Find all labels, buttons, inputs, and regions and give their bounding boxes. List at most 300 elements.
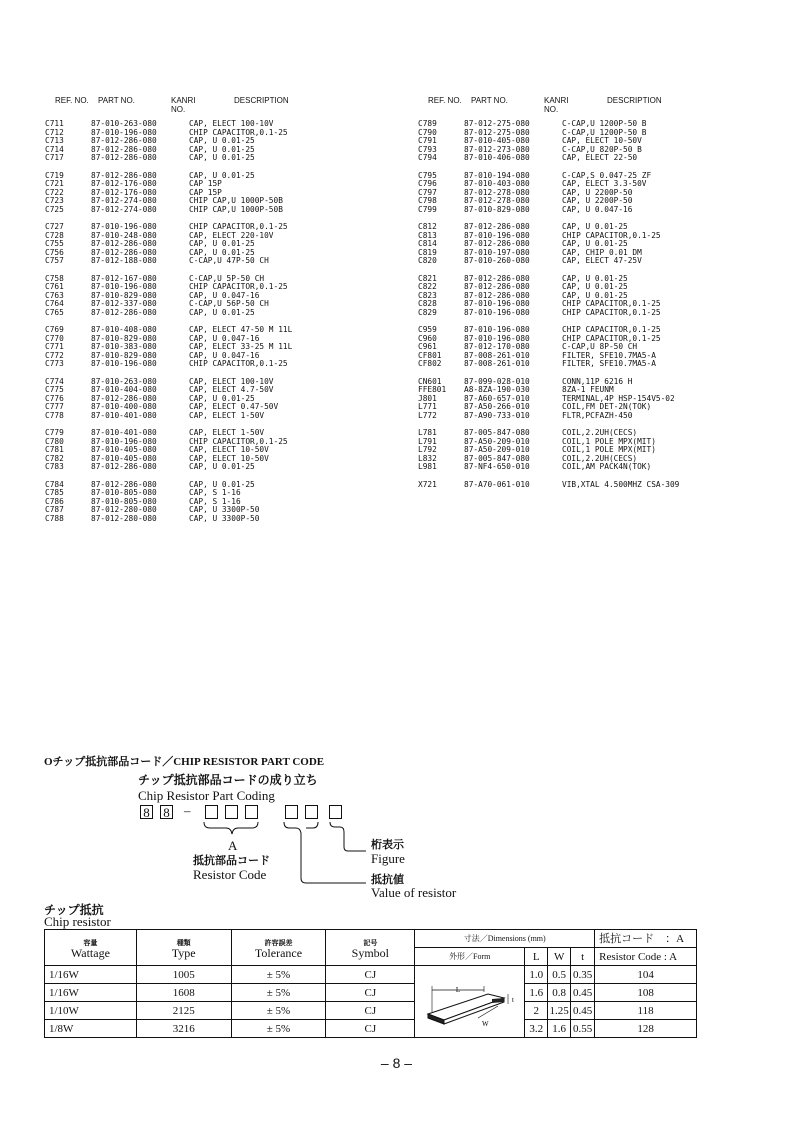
description: CHIP CAPACITOR,0.1-25 <box>189 282 288 291</box>
part-no: 87-005-847-080 <box>464 428 530 437</box>
description: CHIP CAP,U 1000P-50B <box>189 204 283 214</box>
part-no: 87-010-408-080 <box>91 325 157 334</box>
ref-no: X721 <box>418 479 437 489</box>
header-description: DESCRIPTION <box>607 96 662 105</box>
ref-no: C712 <box>45 127 64 137</box>
part-no: 87-010-829-080 <box>91 333 157 343</box>
part-no: A8-8ZA-190-030 <box>464 385 530 394</box>
ref-no: CN601 <box>418 376 442 386</box>
description: CHIP CAPACITOR,0.1-25 <box>562 333 661 343</box>
part-no: 87-A60-657-010 <box>464 393 530 403</box>
description: CAP 15P <box>189 179 222 188</box>
ref-no: C728 <box>45 230 64 240</box>
coding-title-jp: チップ抵抗部品コードの成り立ち <box>138 773 318 787</box>
cell-tolerance: ± 5% <box>231 984 326 1002</box>
part-no: 87-012-278-080 <box>464 196 530 205</box>
cell-code: 108 <box>595 984 697 1002</box>
part-no: 87-010-197-080 <box>464 247 530 257</box>
chip-resistor-label-jp: チップ抵抗 <box>44 903 104 917</box>
header-form: 外形／Form <box>415 948 525 966</box>
cell-type: 1005 <box>136 966 231 984</box>
chip-resistor-section-title: Oチップ抵抗部品コード／CHIP RESISTOR PART CODE <box>44 756 325 768</box>
cell-symbol: CJ <box>326 966 415 984</box>
description: CAP 15P <box>189 187 222 197</box>
part-no: 87-012-275-080 <box>464 127 530 137</box>
chip-resistor-label-en: Chip resistor <box>44 914 111 929</box>
cell-tolerance: ± 5% <box>231 1020 326 1038</box>
part-no: 87-010-196-080 <box>464 333 530 343</box>
part-no: 87-010-401-080 <box>91 428 157 437</box>
part-no: 87-099-028-010 <box>464 376 530 386</box>
ref-no: C798 <box>418 196 437 205</box>
part-no: 87-012-337-080 <box>91 299 157 308</box>
ref-no: L772 <box>418 410 437 420</box>
cell-type: 2125 <box>136 1002 231 1020</box>
part-no: 87-010-805-080 <box>91 488 157 497</box>
header-l: L <box>525 948 548 966</box>
cell-w: 0.5 <box>548 966 571 984</box>
description: CAP, ELECT 100-10V <box>189 119 274 128</box>
ref-no: C764 <box>45 299 64 308</box>
chip-shape-drawing <box>418 968 522 1032</box>
ref-no: C959 <box>418 325 437 334</box>
description: CAP, ELECT 10-50V <box>189 453 269 463</box>
header-kanri-no: KANRI NO. <box>171 96 196 114</box>
description: CAP, U 0.01-25 <box>189 136 255 145</box>
coding-title-en: Chip Resistor Part Coding <box>138 788 275 803</box>
description: CHIP CAPACITOR,0.1-25 <box>189 436 288 446</box>
cell-l: 3.2 <box>525 1020 548 1038</box>
ref-no: C781 <box>45 445 64 454</box>
part-no: 87-A70-061-010 <box>464 479 530 489</box>
ref-no: C713 <box>45 136 64 145</box>
value-label-jp: 抵抗値 <box>371 874 404 886</box>
ref-no: L832 <box>418 453 437 463</box>
header-code-en: Resistor Code : A <box>595 948 697 966</box>
description: CAP, ELECT 1-50V <box>189 410 265 420</box>
description: CONN,11P 6216 H <box>562 376 633 386</box>
description: COIL,1 POLE MPX(MIT) <box>562 445 656 454</box>
part-no: 87-012-286-080 <box>91 479 157 489</box>
header-part-no: PART NO. <box>98 96 135 105</box>
description: CAP, ELECT 22-50 <box>562 153 638 162</box>
part-no: 87-010-383-080 <box>91 342 157 351</box>
description: CAP, S 1-16 <box>189 496 241 506</box>
cell-w: 0.8 <box>548 984 571 1002</box>
part-no: 87-010-263-080 <box>91 376 157 386</box>
description: CAP, ELECT 220-10V <box>189 230 274 240</box>
part-no: 87-010-404-080 <box>91 385 157 394</box>
part-no: 87-012-286-080 <box>91 307 157 317</box>
description: VIB,XTAL 4.500MHZ CSA-309 <box>562 479 680 489</box>
cell-symbol: CJ <box>326 1002 415 1020</box>
part-no: 87-010-194-080 <box>464 170 530 180</box>
description: CAP, U 0.01-25 <box>562 273 628 283</box>
ref-no: C719 <box>45 170 64 180</box>
ref-no: C721 <box>45 179 64 188</box>
part-no: 87-012-286-080 <box>91 153 157 162</box>
header-t: t <box>571 948 595 966</box>
part-no: 87-012-273-080 <box>464 144 530 154</box>
description: CAP, U 0.01-25 <box>189 144 255 154</box>
ref-no: C725 <box>45 204 64 214</box>
header-type: 種類 Type <box>136 930 231 966</box>
ref-no: CF801 <box>418 350 442 360</box>
description: CAP, U 0.01-25 <box>562 239 628 248</box>
description: CAP, ELECT 47-50 M 11L <box>189 325 293 334</box>
ref-no: C799 <box>418 204 437 214</box>
description: COIL,1 POLE MPX(MIT) <box>562 436 656 446</box>
description: CAP, U 3300P-50 <box>189 513 260 523</box>
description: CHIP CAPACITOR,0.1-25 <box>562 325 661 334</box>
ref-no: C723 <box>45 196 64 205</box>
part-no: 87-010-401-080 <box>91 410 157 420</box>
part-no: 87-NF4-650-010 <box>464 462 530 471</box>
ref-no: C756 <box>45 247 64 257</box>
header-kanri-no: KANRI NO. <box>544 96 569 114</box>
part-no: 87-012-170-080 <box>464 342 530 351</box>
description: CAP, CHIP 0.01 DM <box>562 247 642 257</box>
part-no: 87-012-280-080 <box>91 513 157 523</box>
description: CHIP CAPACITOR,0.1-25 <box>562 307 661 317</box>
ref-no: C789 <box>418 119 437 128</box>
cell-type: 1608 <box>136 984 231 1002</box>
ref-no: FFE801 <box>418 385 447 394</box>
ref-no: C793 <box>418 144 437 154</box>
description: CAP, U 0.047-16 <box>562 204 633 214</box>
cell-w: 1.25 <box>548 1002 571 1020</box>
description: C-CAP,U 47P-50 CH <box>189 256 269 265</box>
ref-no: C797 <box>418 187 437 197</box>
table-row <box>45 984 697 1002</box>
description: CAP, U 0.047-16 <box>189 290 260 300</box>
part-no: 87-010-196-080 <box>464 307 530 317</box>
ref-no: C765 <box>45 307 64 317</box>
header-ref-no: REF. NO. <box>55 96 89 105</box>
ref-no: C819 <box>418 247 437 257</box>
ref-no: C772 <box>45 350 64 360</box>
ref-no: C786 <box>45 496 64 506</box>
description: CAP, U 0.01-25 <box>189 462 255 471</box>
ref-no: C813 <box>418 230 437 240</box>
part-no: 87-010-196-080 <box>91 436 157 446</box>
code-box-2: 8 <box>160 805 173 819</box>
part-no: 87-010-196-080 <box>91 127 157 137</box>
ref-no: C714 <box>45 144 64 154</box>
cell-tolerance: ± 5% <box>231 1002 326 1020</box>
value-label-en: Value of resistor <box>371 885 457 900</box>
table-row <box>45 1002 697 1020</box>
ref-no: C960 <box>418 333 437 343</box>
description: COIL,2.2UH(CECS) <box>562 428 638 437</box>
description: CAP, U 0.01-25 <box>189 479 255 489</box>
table-row <box>45 966 697 984</box>
part-no: 87-010-196-080 <box>91 282 157 291</box>
part-no: 87-012-278-080 <box>464 187 530 197</box>
ref-no: C774 <box>45 376 64 386</box>
cell-symbol: CJ <box>326 984 415 1002</box>
description: CAP, U 0.01-25 <box>189 153 255 162</box>
diagram-label-w: W <box>481 1020 489 1028</box>
part-no: 87-012-286-080 <box>91 136 157 145</box>
part-no: 87-012-286-080 <box>91 393 157 403</box>
description: 8ZA-1 FEUNM <box>562 385 614 394</box>
ref-no: C769 <box>45 325 64 334</box>
header-dimensions: 寸法／Dimensions (mm) <box>415 930 595 948</box>
part-no: 87-010-196-080 <box>91 359 157 368</box>
table-header-row <box>45 930 697 948</box>
ref-no: C727 <box>45 222 64 231</box>
code-box-figure <box>329 805 342 819</box>
part-no: 87-010-263-080 <box>91 119 157 128</box>
cell-t: 0.45 <box>571 1002 595 1020</box>
part-no: 87-012-275-080 <box>464 119 530 128</box>
ref-no: C780 <box>45 436 64 446</box>
description: CAP, U 0.01-25 <box>189 393 255 403</box>
part-no: 87-010-196-080 <box>464 230 530 240</box>
description: C-CAP,U 5P-50 CH <box>189 273 265 283</box>
part-no: 87-010-248-080 <box>91 230 157 240</box>
cell-t: 0.55 <box>571 1020 595 1038</box>
part-no: 87-012-286-080 <box>91 170 157 180</box>
code-box-v2 <box>305 805 318 819</box>
description: CAP, ELECT 4.7-50V <box>189 385 274 394</box>
ref-no: C711 <box>45 119 64 128</box>
description: CAP, ELECT 10-50V <box>562 136 642 145</box>
ref-no: C961 <box>418 342 437 351</box>
ref-no: C758 <box>45 273 64 283</box>
header-code-jp: 抵抗コード ：A <box>595 930 697 948</box>
part-no: 87-010-196-080 <box>464 325 530 334</box>
ref-no: L791 <box>418 436 437 446</box>
description: CAP, U 2200P-50 <box>562 196 633 205</box>
ref-no: C782 <box>45 453 64 463</box>
ref-no: C828 <box>418 299 437 308</box>
description: CAP, ELECT 3.3-50V <box>562 179 647 188</box>
description: CAP, U 0.01-25 <box>189 170 255 180</box>
cell-l: 1.0 <box>525 966 548 984</box>
part-no: 87-010-829-080 <box>91 290 157 300</box>
code-box-v1 <box>285 805 298 819</box>
ref-no: L981 <box>418 462 437 471</box>
part-no: 87-010-196-080 <box>464 299 530 308</box>
part-no: 87-012-167-080 <box>91 273 157 283</box>
description: CHIP CAPACITOR,0.1-25 <box>562 230 661 240</box>
cell-t: 0.35 <box>571 966 595 984</box>
description: TERMINAL,4P HSP-154V5-02 <box>562 393 675 403</box>
cell-w: 1.6 <box>548 1020 571 1038</box>
description: CAP, U 0.01-25 <box>562 290 628 300</box>
part-no: 87-012-286-080 <box>91 239 157 248</box>
ref-no: C783 <box>45 462 64 471</box>
description: C-CAP,U 1200P-50 B <box>562 127 647 137</box>
part-no: 87-A50-209-010 <box>464 445 530 454</box>
part-no: 87-008-261-010 <box>464 359 530 368</box>
part-no: 87-010-405-080 <box>464 136 530 145</box>
ref-no: C779 <box>45 428 64 437</box>
figure-label-en: Figure <box>371 851 405 866</box>
ref-no: C821 <box>418 273 437 283</box>
description: CAP, U 0.01-25 <box>189 247 255 257</box>
description: CHIP CAPACITOR,0.1-25 <box>562 299 661 308</box>
ref-no: C788 <box>45 513 64 523</box>
description: CAP, ELECT 33-25 M 11L <box>189 342 293 351</box>
description: C-CAP,U 56P-50 CH <box>189 299 269 308</box>
header-ref-no: REF. NO. <box>428 96 462 105</box>
description: CAP, U 0.01-25 <box>189 307 255 317</box>
ref-no: C717 <box>45 153 64 162</box>
part-no: 87-A90-733-010 <box>464 410 530 420</box>
part-no: 87-012-286-080 <box>464 222 530 231</box>
description: CAP, U 0.047-16 <box>189 333 260 343</box>
part-no: 87-012-176-080 <box>91 179 157 188</box>
ref-no: C795 <box>418 170 437 180</box>
part-no: 87-010-405-080 <box>91 453 157 463</box>
part-no: 87-008-261-010 <box>464 350 530 360</box>
part-no: 87-010-403-080 <box>464 179 530 188</box>
description: C-CAP,U 820P-50 B <box>562 144 642 154</box>
part-no: 87-010-829-080 <box>464 204 530 214</box>
description: CAP, S 1-16 <box>189 488 241 497</box>
description: CAP, ELECT 10-50V <box>189 445 269 454</box>
description: C-CAP,U 1200P-50 B <box>562 119 647 128</box>
cell-wattage: 1/8W <box>45 1020 137 1038</box>
ref-no: L792 <box>418 445 437 454</box>
ref-no: C761 <box>45 282 64 291</box>
ref-no: C796 <box>418 179 437 188</box>
part-no: 87-012-274-080 <box>91 204 157 214</box>
cell-symbol: CJ <box>326 1020 415 1038</box>
ref-no: C722 <box>45 187 64 197</box>
description: CHIP CAPACITOR,0.1-25 <box>189 127 288 137</box>
description: FLTR,PCFAZH-450 <box>562 410 633 420</box>
header-wattage: 容量 Wattage <box>45 930 137 966</box>
ref-no: C755 <box>45 239 64 248</box>
header-symbol: 記号 Symbol <box>326 930 415 966</box>
ref-no: C790 <box>418 127 437 137</box>
part-no: 87-012-274-080 <box>91 196 157 205</box>
cell-type: 3216 <box>136 1020 231 1038</box>
description: CAP, ELECT 1-50V <box>189 428 265 437</box>
ref-no: C814 <box>418 239 437 248</box>
cell-wattage: 1/16W <box>45 984 137 1002</box>
cell-t: 0.45 <box>571 984 595 1002</box>
part-no: 87-012-286-080 <box>464 290 530 300</box>
code-box-a1 <box>205 805 218 819</box>
ref-no: C757 <box>45 256 64 265</box>
cell-wattage: 1/16W <box>45 966 137 984</box>
ref-no: C776 <box>45 393 64 403</box>
figure-label-jp: 桁表示 <box>371 839 404 851</box>
description: CAP, U 0.01-25 <box>189 239 255 248</box>
diagram-label-t: t <box>511 996 514 1004</box>
ref-no: C773 <box>45 359 64 368</box>
description: CAP, U 0.01-25 <box>562 222 628 231</box>
ref-no: C787 <box>45 505 64 514</box>
ref-no: L781 <box>418 428 437 437</box>
part-no: 87-012-286-080 <box>91 144 157 154</box>
ref-no: C823 <box>418 290 437 300</box>
part-no: 87-010-406-080 <box>464 153 530 162</box>
description: COIL,FM DET-2N(TOK) <box>562 402 652 411</box>
ref-no: C778 <box>45 410 64 420</box>
ref-no: C822 <box>418 282 437 291</box>
resistor-code-label-en: Resistor Code <box>193 867 267 882</box>
ref-no: L771 <box>418 402 437 411</box>
description: COIL,AM PACK4N(TOK) <box>562 462 652 471</box>
description: CHIP CAPACITOR,0.1-25 <box>189 359 288 368</box>
part-no: 87-010-196-080 <box>91 222 157 231</box>
code-dash: – <box>184 803 191 818</box>
part-no: 87-010-405-080 <box>91 445 157 454</box>
chip-resistor-table <box>44 929 697 1038</box>
cell-code: 128 <box>595 1020 697 1038</box>
part-no: 87-012-188-080 <box>91 256 157 265</box>
cell-wattage: 1/10W <box>45 1002 137 1020</box>
part-no: 87-010-260-080 <box>464 256 530 265</box>
header-part-no: PART NO. <box>471 96 508 105</box>
ref-no: C771 <box>45 342 64 351</box>
description: CHIP CAP,U 1000P-50B <box>189 196 283 205</box>
cell-code: 104 <box>595 966 697 984</box>
part-no: 87-012-286-080 <box>91 247 157 257</box>
description: CAP, U 2200P-50 <box>562 187 633 197</box>
part-no: 87-010-805-080 <box>91 496 157 506</box>
code-box-1: 8 <box>140 805 153 819</box>
description: CAP, U 0.047-16 <box>189 350 260 360</box>
description: CAP, ELECT 47-25V <box>562 256 642 265</box>
description: CAP, U 0.01-25 <box>562 282 628 291</box>
ref-no: C763 <box>45 290 64 300</box>
code-box-a3 <box>245 805 258 819</box>
part-no: 87-012-286-080 <box>464 282 530 291</box>
page-number: – 8 – <box>380 1055 413 1071</box>
description: CAP, ELECT 0.47-50V <box>189 402 279 411</box>
part-no: 87-010-400-080 <box>91 402 157 411</box>
chip-form-diagram <box>415 966 525 1038</box>
part-no: 87-A50-266-010 <box>464 402 530 411</box>
ref-no: J801 <box>418 393 437 403</box>
part-no: 87-012-286-080 <box>464 273 530 283</box>
ref-no: C785 <box>45 488 64 497</box>
ref-no: C794 <box>418 153 437 162</box>
ref-no: C784 <box>45 479 64 489</box>
resistor-code-label-jp: 抵抗部品コード <box>193 855 270 867</box>
cell-code: 118 <box>595 1002 697 1020</box>
description: C-CAP,U 8P-50 CH <box>562 342 638 351</box>
description: CHIP CAPACITOR,0.1-25 <box>189 222 288 231</box>
part-no: 87-A50-209-010 <box>464 436 530 446</box>
description: C-CAP,S 0.047-25 ZF <box>562 170 652 180</box>
description: COIL,2.2UH(CECS) <box>562 453 638 463</box>
cell-l: 2 <box>525 1002 548 1020</box>
part-no: 87-010-829-080 <box>91 350 157 360</box>
part-no: 87-012-286-080 <box>91 462 157 471</box>
ref-no: C770 <box>45 333 64 343</box>
cell-l: 1.6 <box>525 984 548 1002</box>
header-w: W <box>548 948 571 966</box>
part-no: 87-005-847-080 <box>464 453 530 463</box>
ref-no: C812 <box>418 222 437 231</box>
ref-no: C775 <box>45 385 64 394</box>
description: CAP, ELECT 100-10V <box>189 376 274 386</box>
ref-no: CF802 <box>418 359 442 368</box>
ref-no: C829 <box>418 307 437 317</box>
description: CAP, U 3300P-50 <box>189 505 260 514</box>
part-no: 87-012-176-080 <box>91 187 157 197</box>
code-box-a2 <box>225 805 238 819</box>
ref-no: C791 <box>418 136 437 145</box>
